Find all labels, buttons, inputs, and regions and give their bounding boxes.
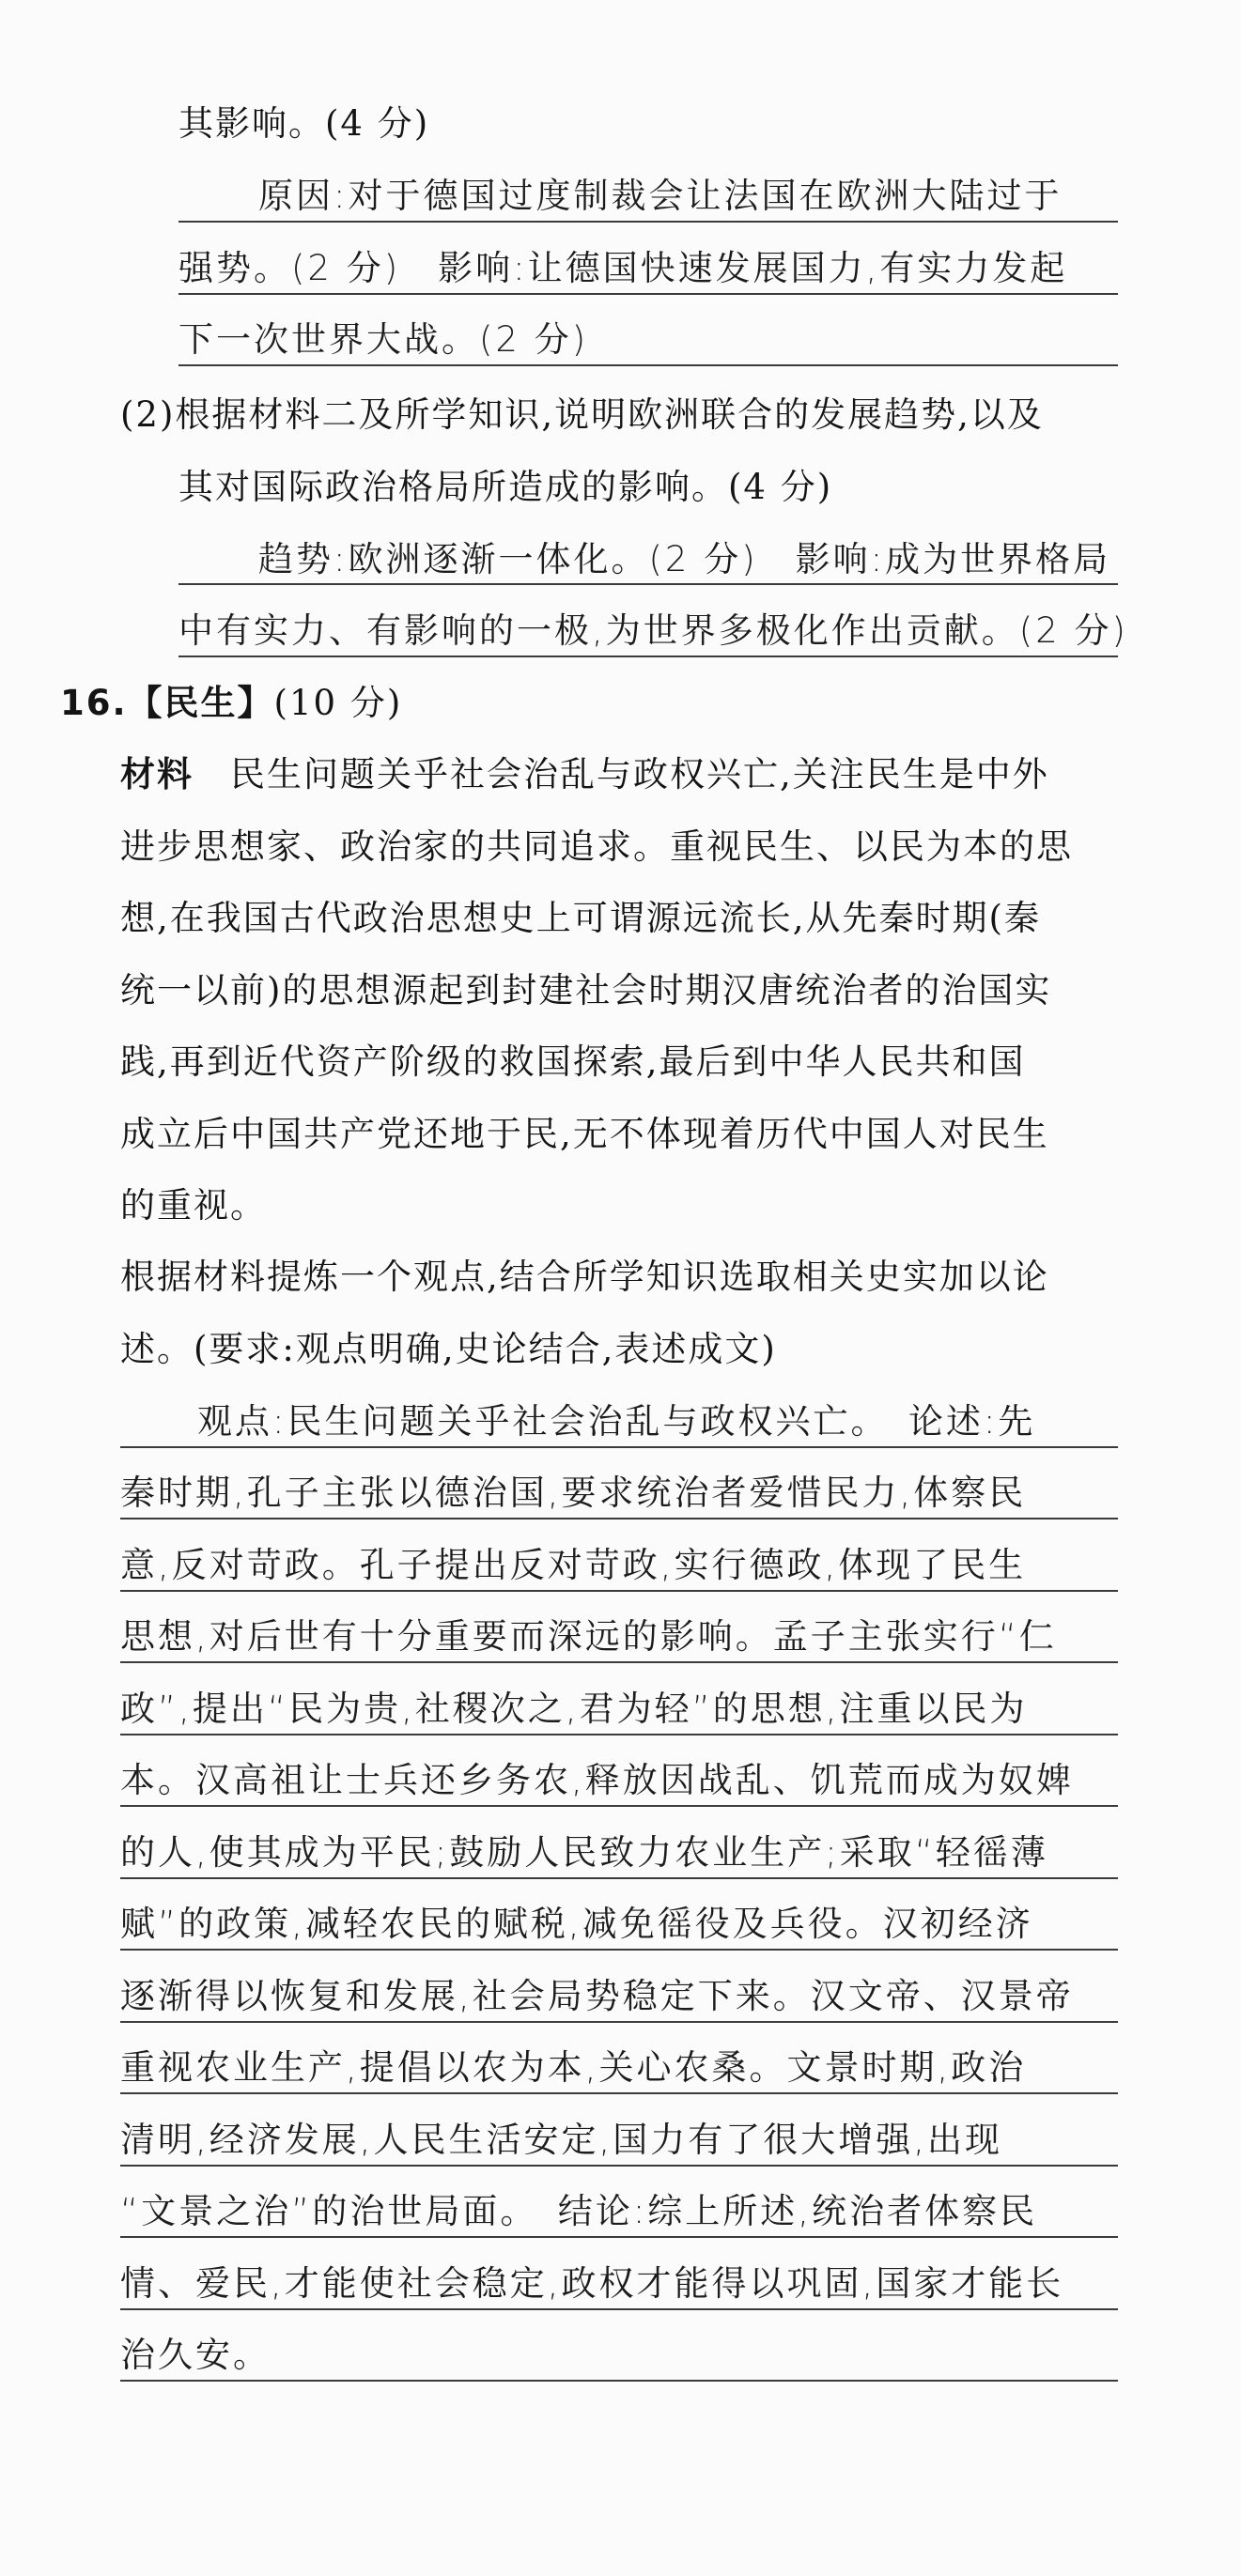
answer-underline <box>120 1518 1118 1519</box>
answer-underline <box>120 2236 1118 2238</box>
prompt-line: 述。(要求:观点明确,史论结合,表述成文) <box>120 1329 777 1369</box>
answer-line: 情、爱民,才能使社会稳定,政权才能得以巩固,国家才能长 <box>120 2263 1064 2304</box>
answer-line: 原因:对于德国过度制裁会让法国在欧洲大陆过于 <box>258 176 1063 216</box>
prompt-line: 根据材料提炼一个观点,结合所学知识选取相关史实加以论 <box>120 1257 1049 1297</box>
question-topic: 【民生】 <box>127 683 274 723</box>
material-line: 统一以前)的思想源起到封建社会时期汉唐统治者的治国实 <box>120 970 1052 1010</box>
answer-line: 趋势:欧洲逐渐一体化。(2 分) 影响:成为世界格局 <box>258 539 1111 579</box>
answer-underline <box>178 221 1118 223</box>
answer-underline <box>120 1446 1118 1448</box>
answer-line: 意,反对苛政。孔子提出反对苛政,实行德政,体现了民生 <box>120 1545 1027 1585</box>
answer-line: 的人,使其成为平民;鼓励人民致力农业生产;采取“轻徭薄 <box>120 1832 1048 1873</box>
answer-underline <box>120 2021 1118 2023</box>
answer-underline <box>178 656 1118 657</box>
answer-underline <box>120 2380 1118 2382</box>
answer-line: 下一次世界大战。(2 分) <box>178 319 589 360</box>
answer-line: 强势。(2 分) 影响:让德国快速发展国力,有实力发起 <box>178 248 1068 288</box>
answer-line: 重视农业生产,提倡以农为本,关心农桑。文景时期,政治 <box>120 2047 1027 2088</box>
material-line: 的重视。 <box>120 1185 267 1226</box>
answer-line: 赋”的政策,减轻农民的赋税,减免徭役及兵役。汉初经济 <box>120 1904 1033 1944</box>
answer-line: “文景之治”的治世局面。 结论:综上所述,统治者体察民 <box>120 2191 1038 2231</box>
answer-underline <box>120 1590 1118 1592</box>
answer-line: 逐渐得以恢复和发展,社会局势稳定下来。汉文帝、汉景帝 <box>120 1976 1074 2016</box>
answer-line: 观点:民生问题关乎社会治乱与政权兴亡。 论述:先 <box>197 1401 1036 1442</box>
answer-line: 思想,对后世有十分重要而深远的影响。孟子主张实行“仁 <box>120 1616 1057 1657</box>
answer-underline <box>120 1805 1118 1807</box>
answer-underline <box>178 364 1118 366</box>
answer-underline <box>120 2165 1118 2167</box>
answer-underline <box>120 2308 1118 2310</box>
answer-line: 治久安。 <box>120 2335 271 2375</box>
question-score: (10 分) <box>273 683 403 723</box>
answer-underline <box>120 2092 1118 2094</box>
answer-underline <box>120 1877 1118 1879</box>
answer-line: 政”,提出“民为贵,社稷次之,君为轻”的思想,注重以民为 <box>120 1689 1028 1729</box>
answer-line: 秦时期,孔子主张以德治国,要求统治者爱惜民力,体察民 <box>120 1473 1027 1513</box>
material-line: 践,再到近代资产阶级的救国探索,最后到中华人民共和国 <box>120 1041 1026 1082</box>
question-text-line: 其对国际政治格局所造成的影响。(4 分) <box>178 467 833 507</box>
material-line <box>120 752 1049 797</box>
answer-underline <box>120 1734 1118 1735</box>
answer-underline <box>178 293 1118 295</box>
answer-underline <box>120 1949 1118 1951</box>
material-text: 民生问题关乎社会治乱与政权兴亡,关注民生是中外 <box>230 754 1049 794</box>
question-heading <box>60 681 402 726</box>
answer-line: 清明,经济发展,人民生活安定,国力有了很大增强,出现 <box>120 2120 1003 2160</box>
question-number: 16. <box>60 683 128 723</box>
material-line: 成立后中国共产党还地于民,无不体现着历代中国人对民生 <box>120 1114 1049 1154</box>
question-text-line: 其影响。(4 分) <box>178 103 430 144</box>
question-text-line: (2)根据材料二及所学知识,说明欧洲联合的发展趋势,以及 <box>120 394 1044 435</box>
material-label: 材料 <box>120 754 194 794</box>
material-line: 想,在我国古代政治思想史上可谓源远流长,从先秦时期(秦 <box>120 898 1041 938</box>
answer-underline <box>120 1661 1118 1663</box>
answer-line: 本。汉高祖让士兵还乡务农,释放因战乱、饥荒而成为奴婢 <box>120 1760 1074 1800</box>
material-line: 进步思想家、政治家的共同追求。重视民生、以民为本的思 <box>120 826 1073 867</box>
answer-underline <box>178 583 1118 585</box>
answer-line: 中有实力、有影响的一极,为世界多极化作出贡献。(2 分) <box>178 610 1128 651</box>
